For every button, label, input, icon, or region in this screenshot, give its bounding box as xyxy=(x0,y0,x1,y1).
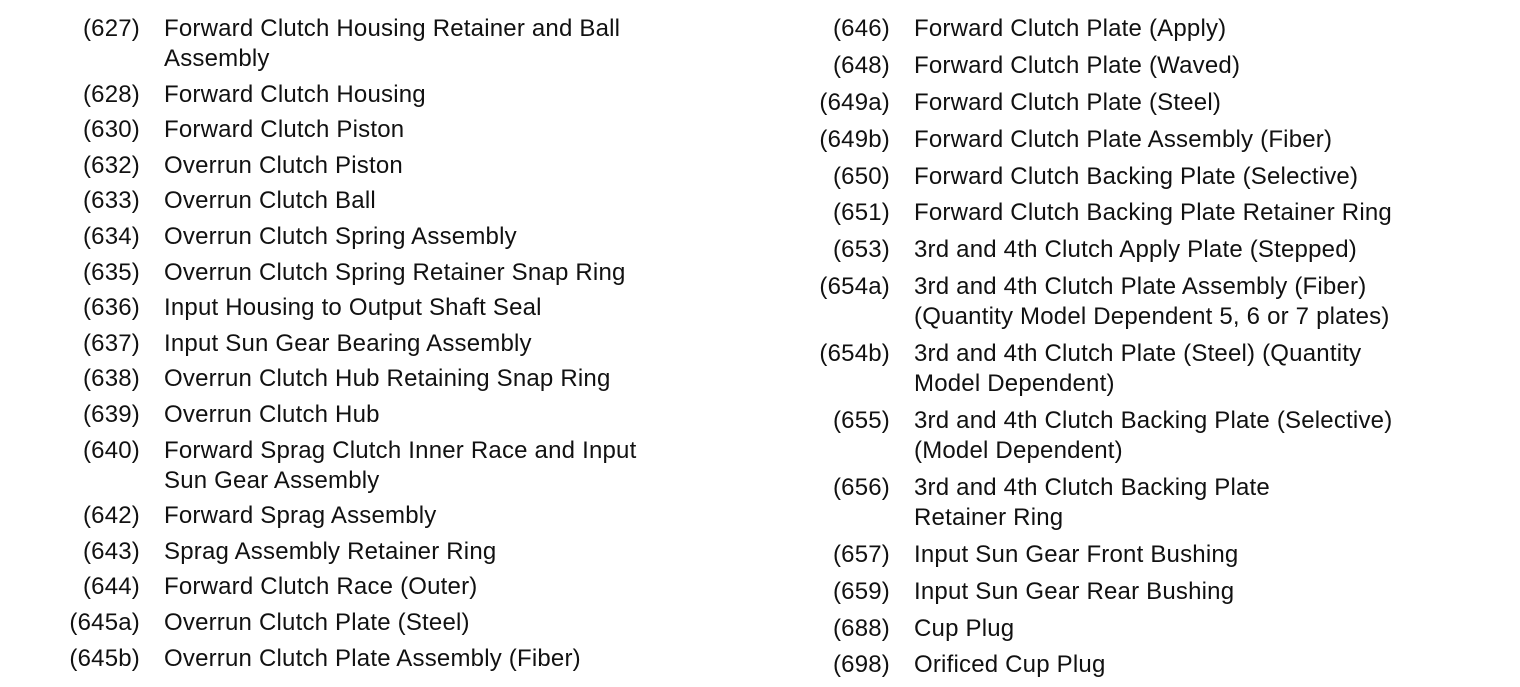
part-description: Orificed Cup Plug xyxy=(914,651,1106,679)
part-description: Input Sun Gear Bearing Assembly xyxy=(164,329,532,357)
part-reference-number: (635) xyxy=(82,258,140,286)
part-description: Forward Sprag Assembly xyxy=(164,502,437,530)
part-reference-number: (650) xyxy=(832,162,890,190)
part-reference-number: (688) xyxy=(832,614,890,642)
part-reference-number: (634) xyxy=(82,222,140,250)
part-description: Forward Clutch Plate (Apply) xyxy=(914,15,1227,42)
part-description: Forward Clutch Piston xyxy=(164,116,405,144)
parts-list-item xyxy=(810,125,1510,155)
part-reference-number: (655) xyxy=(832,407,890,435)
parts-list-item xyxy=(810,14,1510,44)
parts-list-item xyxy=(810,198,1510,228)
parts-list-item xyxy=(60,115,760,145)
part-description: Overrun Clutch Ball xyxy=(164,187,376,215)
parts-list-item xyxy=(810,88,1510,118)
parts-column-left xyxy=(60,14,760,679)
part-reference-number: (657) xyxy=(832,540,890,568)
part-description: 3rd and 4th Clutch Backing Plate Retainer Ring xyxy=(914,473,1270,531)
part-description: Forward Clutch Backing Plate (Selective) xyxy=(914,162,1359,190)
part-reference-number: (649a) xyxy=(819,88,890,116)
parts-list-item xyxy=(810,272,1510,332)
parts-list-item xyxy=(60,14,760,74)
parts-list-item xyxy=(60,608,760,638)
part-reference-number: (632) xyxy=(82,151,140,179)
parts-list-item xyxy=(60,222,760,252)
part-description: Forward Clutch Plate (Waved) xyxy=(914,51,1241,79)
part-description: Cup Plug xyxy=(914,614,1015,642)
part-reference-number: (659) xyxy=(832,577,890,605)
parts-list-item xyxy=(60,151,760,181)
parts-list-item xyxy=(60,258,760,288)
part-reference-number: (698) xyxy=(832,651,890,679)
part-description: Forward Clutch Housing Retainer and Ball Assembly xyxy=(164,15,621,72)
part-reference-number: (648) xyxy=(832,51,890,79)
part-reference-number: (630) xyxy=(82,116,140,144)
part-reference-number: (627) xyxy=(82,15,140,42)
part-reference-number: (628) xyxy=(82,80,140,108)
parts-list-item xyxy=(60,80,760,110)
part-description: Overrun Clutch Spring Assembly xyxy=(164,222,517,250)
part-description: Forward Clutch Plate (Steel) xyxy=(914,88,1222,116)
part-description: Input Housing to Output Shaft Seal xyxy=(164,294,542,322)
parts-list-item xyxy=(60,400,760,430)
parts-list-item xyxy=(810,406,1510,466)
part-description: Input Sun Gear Rear Bushing xyxy=(914,577,1235,605)
part-reference-number: (639) xyxy=(82,400,140,428)
parts-list-item xyxy=(60,537,760,567)
part-reference-number: (654b) xyxy=(819,340,890,368)
parts-list-item xyxy=(810,614,1510,644)
part-description: Forward Clutch Race (Outer) xyxy=(164,573,478,601)
part-reference-number: (645a) xyxy=(69,608,140,636)
part-reference-number: (642) xyxy=(82,502,140,530)
part-description: Overrun Clutch Spring Retainer Snap Ring xyxy=(164,258,626,286)
part-reference-number: (643) xyxy=(82,537,140,565)
parts-list-item xyxy=(810,235,1510,265)
part-reference-number: (656) xyxy=(832,473,890,501)
part-description: Sprag Assembly Retainer Ring xyxy=(164,537,497,565)
part-reference-number: (646) xyxy=(832,15,890,42)
parts-list-item xyxy=(60,572,760,602)
part-description: Forward Clutch Plate Assembly (Fiber) xyxy=(914,125,1333,153)
part-reference-number: (637) xyxy=(82,329,140,357)
parts-list-item xyxy=(810,540,1510,570)
part-description: 3rd and 4th Clutch Backing Plate (Selective) (Model Dependent) xyxy=(914,407,1393,465)
part-description: Forward Clutch Housing xyxy=(164,80,426,108)
parts-list-item xyxy=(810,650,1510,680)
part-reference-number: (640) xyxy=(82,436,140,464)
parts-list-item xyxy=(810,339,1510,399)
parts-list-item xyxy=(810,51,1510,81)
part-description: Forward Clutch Backing Plate Retainer Ring xyxy=(914,199,1392,227)
part-description: Overrun Clutch Plate Assembly (Fiber) xyxy=(164,644,581,672)
parts-list-item xyxy=(810,577,1510,607)
part-description: Forward Sprag Clutch Inner Race and Input Sun Gear Assembly xyxy=(164,436,637,494)
parts-list-item xyxy=(60,501,760,531)
parts-list-item xyxy=(60,436,760,496)
part-description: Overrun Clutch Piston xyxy=(164,151,403,179)
part-description: 3rd and 4th Clutch Plate (Steel) (Quantity Model Dependent) xyxy=(914,340,1362,398)
part-reference-number: (654a) xyxy=(819,273,890,301)
part-reference-number: (644) xyxy=(82,573,140,601)
part-description: 3rd and 4th Clutch Plate Assembly (Fiber) (Quantity Model Dependent 5, 6 or 7 plates) xyxy=(914,273,1390,331)
parts-list-item xyxy=(60,364,760,394)
part-reference-number: (636) xyxy=(82,294,140,322)
part-reference-number: (633) xyxy=(82,187,140,215)
part-reference-number: (651) xyxy=(832,199,890,227)
part-reference-number: (649b) xyxy=(819,125,890,153)
part-description: Overrun Clutch Hub xyxy=(164,400,380,428)
part-description: 3rd and 4th Clutch Apply Plate (Stepped) xyxy=(914,236,1357,264)
parts-list-item xyxy=(60,293,760,323)
part-description: Input Sun Gear Front Bushing xyxy=(914,540,1239,568)
part-description: Overrun Clutch Hub Retaining Snap Ring xyxy=(164,365,611,393)
part-description: Overrun Clutch Plate (Steel) xyxy=(164,608,470,636)
parts-list-item xyxy=(60,644,760,674)
parts-list-item xyxy=(60,186,760,216)
parts-list-item xyxy=(810,162,1510,192)
part-reference-number: (653) xyxy=(832,236,890,264)
part-reference-number: (645b) xyxy=(69,644,140,672)
parts-list-item xyxy=(810,473,1510,533)
parts-column-right xyxy=(810,14,1510,687)
part-reference-number: (638) xyxy=(82,365,140,393)
parts-list-item xyxy=(60,329,760,359)
